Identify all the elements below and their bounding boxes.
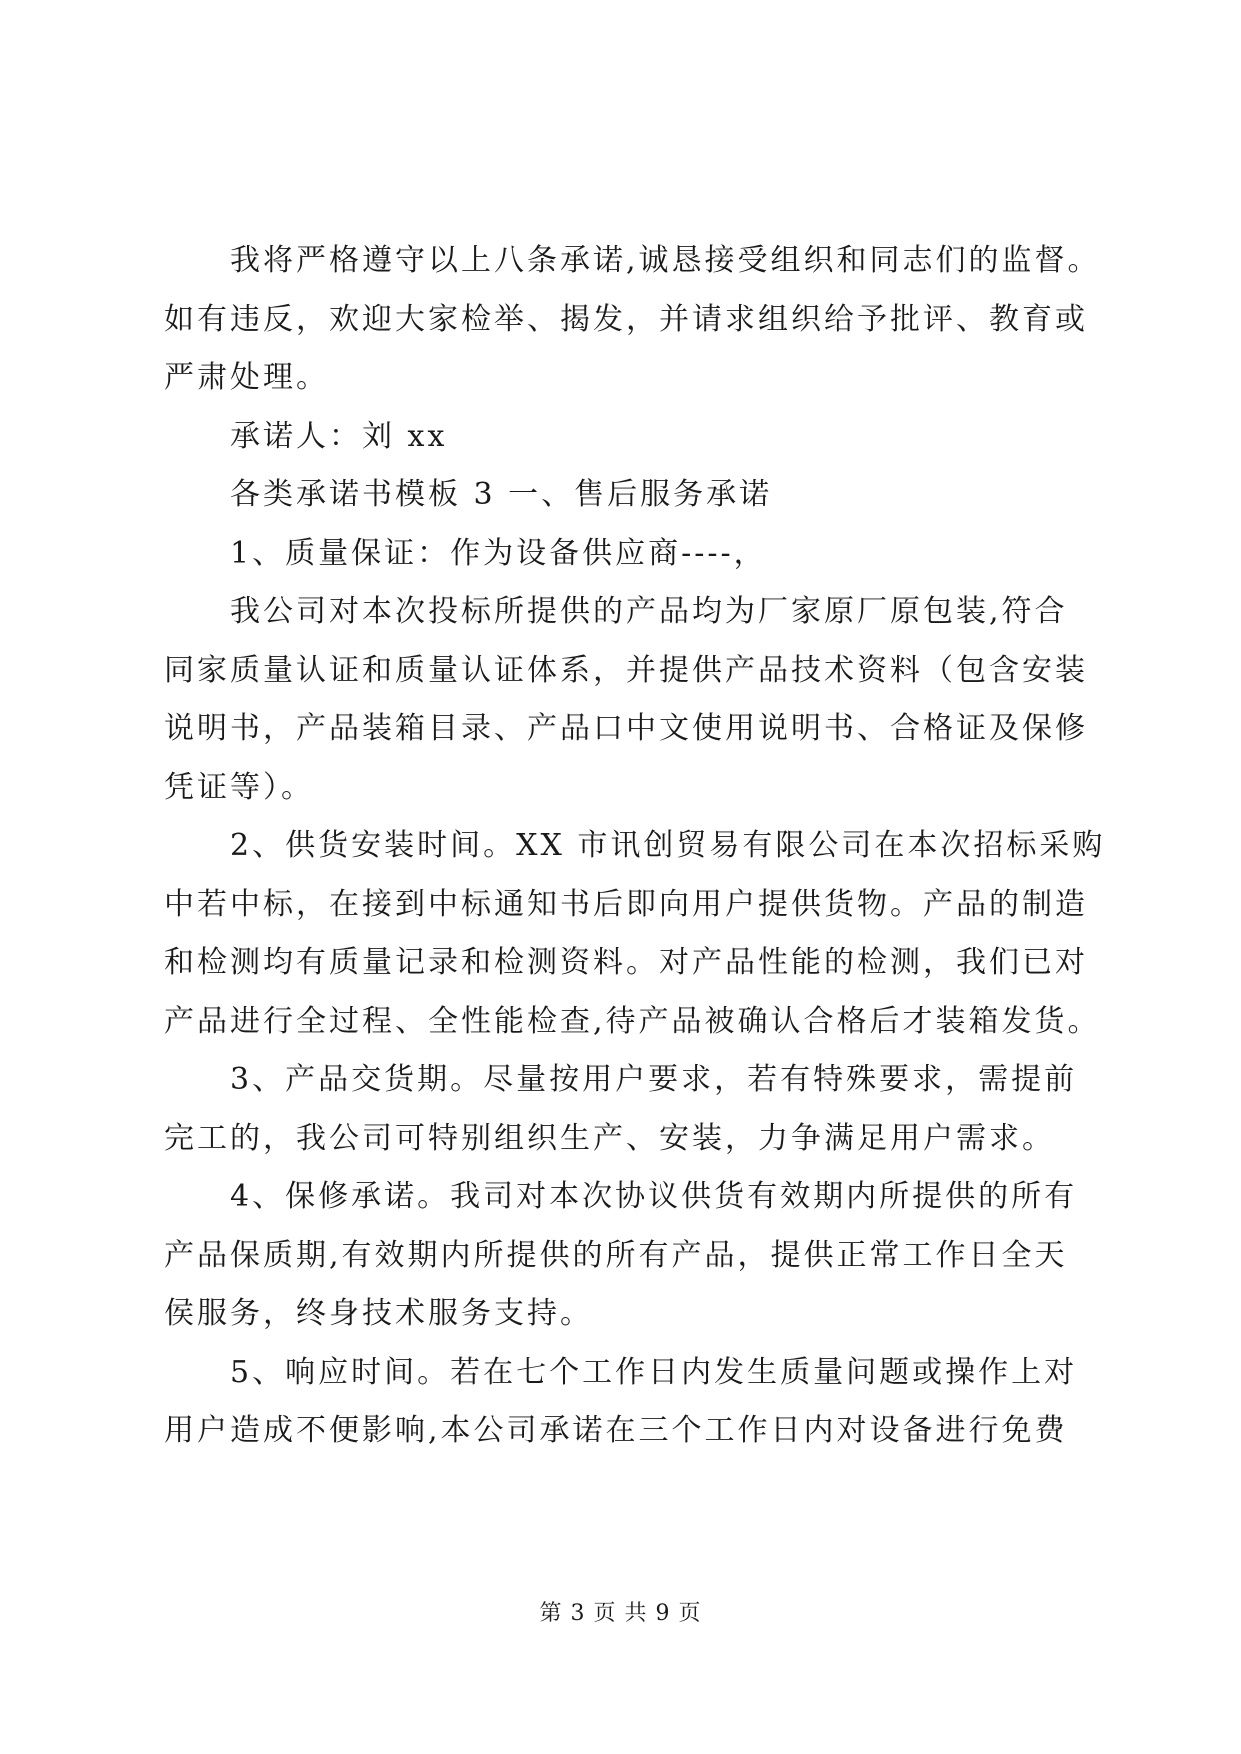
paragraph-line: 3、产品交货期。尽量按用户要求，若有特殊要求，需提前 — [230, 1062, 1078, 1097]
paragraph-line: 和检测均有质量记录和检测资料。对产品性能的检测，我们已对 — [164, 945, 1088, 980]
paragraph — [164, 1051, 1114, 1168]
paragraph-line: 5、响应时间。若在七个工作日内发生质量问题或操作上对 — [230, 1354, 1078, 1390]
paragraph-line: 我将严格遵守以上八条承诺,诚恳接受组织和同志们的监督。 — [230, 243, 1101, 278]
document-body — [164, 232, 1114, 1461]
paragraph-line: 2、供货安装时间。XX 市讯创贸易有限公司在本次招标采购 — [230, 828, 1106, 863]
paragraph-line: 完工的，我公司可特别组织生产、安装，力争满足用户需求。 — [164, 1120, 1055, 1156]
paragraph-line: 严肃处理。 — [164, 360, 329, 395]
paragraph — [164, 817, 1114, 1051]
paragraph-line: 承诺人：刘 xx — [230, 418, 448, 454]
paragraph — [164, 525, 1114, 584]
paragraph-line: 产品进行全过程、全性能检查,待产品被确认合格后才装箱发货。 — [164, 1003, 1101, 1039]
paragraph — [164, 1168, 1114, 1344]
paragraph-line: 侯服务，终身技术服务支持。 — [164, 1296, 593, 1331]
paragraph-line: 如有违反，欢迎大家检举、揭发，并请求组织给予批评、教育或 — [164, 301, 1088, 337]
paragraph-line: 同家质量认证和质量认证体系，并提供产品技术资料（包含安装 — [164, 652, 1088, 688]
paragraph — [164, 1344, 1114, 1461]
page-footer: 第 3 页 共 9 页 — [539, 1601, 702, 1626]
paragraph-line: 1、质量保证：作为设备供应商----， — [230, 535, 767, 571]
paragraph-line: 凭证等）。 — [164, 769, 314, 805]
paragraph-line: 各类承诺书模板 3 一、售后服务承诺 — [230, 477, 773, 512]
paragraph-line: 中若中标，在接到中标通知书后即向用户提供货物。产品的制造 — [164, 886, 1088, 922]
paragraph — [164, 466, 1114, 525]
paragraph-line: 我公司对本次投标所提供的产品均为厂家原厂原包装,符合 — [230, 594, 1068, 629]
paragraph — [164, 232, 1114, 408]
paragraph — [164, 408, 1114, 467]
paragraph-line: 产品保质期,有效期内所提供的所有产品，提供正常工作日全天 — [164, 1237, 1068, 1273]
paragraph — [164, 583, 1114, 817]
paragraph-line: 用户造成不便影响,本公司承诺在三个工作日内对设备进行免费 — [164, 1413, 1068, 1448]
paragraph-line: 4、保修承诺。我司对本次协议供货有效期内所提供的所有 — [230, 1179, 1078, 1214]
paragraph-line: 说明书，产品装箱目录、产品口中文使用说明书、合格证及保修 — [164, 711, 1088, 746]
